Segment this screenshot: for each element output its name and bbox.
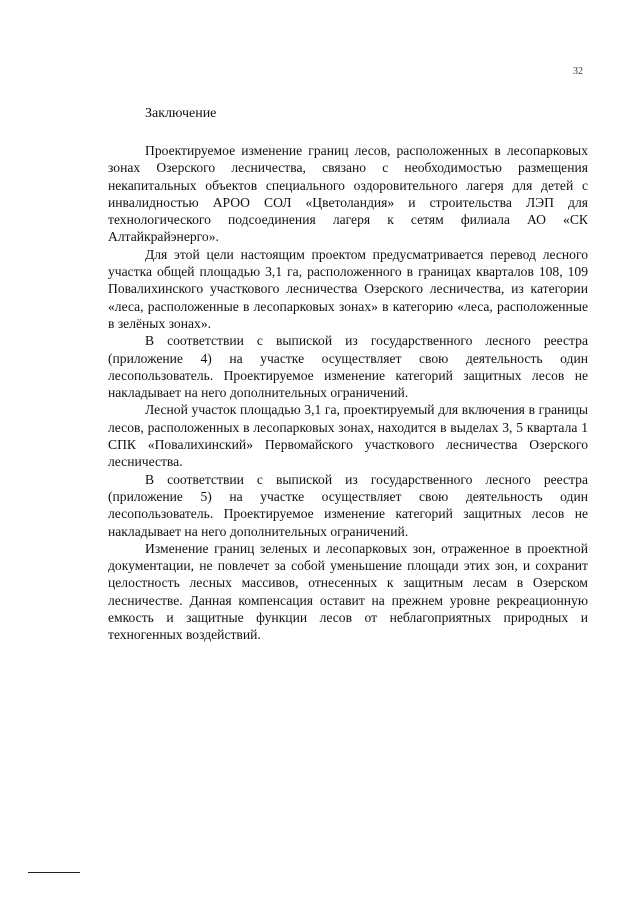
- paragraph-6: Изменение границ зеленых и лесопарковых зон, отраженное в проектной документации, не повлечет за собой уменьшение площади этих зон, и сохранит целостность лесных массивов, отнесенных к защитным лесам в Озерском лесничестве. Данная компенсация оставит на прежнем уровне рекреационную емкость и защитные функции лесов от неблагоприятных природных и техногенных воздействий.: [108, 540, 588, 643]
- paragraph-4: Лесной участок площадью 3,1 га, проектируемый для включения в границы лесов, расположенных в лесопарковых зонах, находится в выделах 3, 5 квартала 1 СПК «Повалихинский» Первомайского участкового лесничества Озерского лесничества.: [108, 402, 588, 470]
- paragraph-1: Проектируемое изменение границ лесов, расположенных в лесопарковых зонах Озерского лесничества, связано с необходимостью размещения некапитальных объектов специального оздоровительного лагеря для детей с инвалидностью АРОО СОЛ «Цветоландия» и строительства ЛЭП для технологического подсоединения лагеря к сетям филиала АО «СК Алтайкрайэнерго».: [108, 143, 588, 245]
- page-number: 32: [573, 66, 583, 77]
- scan-mark-line: [28, 872, 80, 873]
- paragraph-2: Для этой цели настоящим проектом предусматривается перевод лесного участка общей площадью 3,1 га, расположенного в границах кварталов 108, 109 Повалихинского участкового лесничества Озерского лесничества, из категории «леса, расположенные в лесопарковых зонах» в категорию «леса, расположенные в зелёных зонах».: [108, 246, 588, 331]
- conclusion-body: [108, 142, 588, 644]
- section-heading: Заключение: [145, 106, 217, 121]
- paragraph-3: В соответствии с выпиской из государственного лесного реестра (приложение 4) на участке осуществляет свою деятельность один лесопользователь. Проектируемое изменение категорий защитных лесов не накладывает на него дополнительных ограничений.: [108, 333, 588, 401]
- paragraph-5: В соответствии с выпиской из государственного лесного реестра (приложение 5) на участке осуществляет свою деятельность один лесопользователь. Проектируемое изменение категорий защитных лесов не накладывает на него дополнительных ограничений.: [108, 471, 588, 539]
